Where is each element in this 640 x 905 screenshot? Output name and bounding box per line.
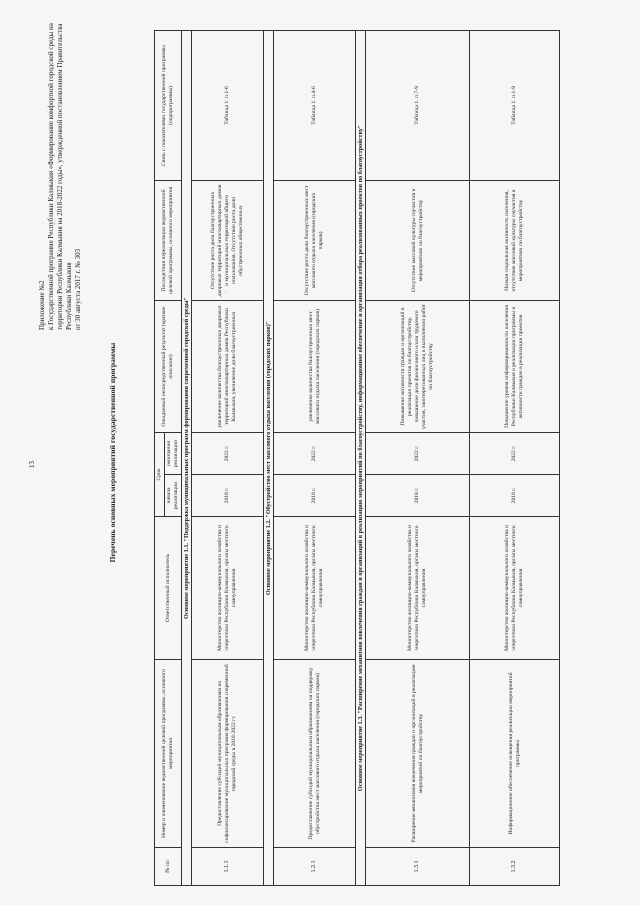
cell-executor: Министерство жилищно-коммунального хозяйства и энергетики Республики Калмыкия, органы местного самоуправления [192, 517, 264, 660]
cell-link: Таблица 1. п.1-9 [470, 30, 560, 180]
cell-result: Повышение активности граждан и организаций в реализации проектов по благоустройству, повышение доли финансового и/или трудового участия, заинтересованных лиц в выполнении работ по благоустройству [366, 300, 470, 432]
cell-num: 1.3.2 [470, 848, 560, 886]
cell-link: Таблица 1. п.7-9 [366, 30, 470, 180]
appendix-date: от 30 августа 2017 г. № 303 [74, 248, 82, 330]
table-body [182, 30, 560, 885]
cell-end: 2022 г. [274, 432, 356, 474]
header-result: Ожидаемый непосредственный результат (краткое описание) [155, 300, 182, 432]
cell-num: 1.1.1 [192, 848, 264, 886]
cell-num: 1.2.1 [274, 848, 356, 886]
cell-name: Предоставление субсидий муниципальным образованиям на софинансирование муниципальных программ формирования современной городской среды в 2018-2022 гг. [192, 660, 264, 848]
cell-end: 2022 г. [470, 432, 560, 474]
header-consequences: Последствия нереализации ведомственной целевой программы, основного мероприятия [155, 180, 182, 300]
cell-start: 2018 г. [274, 475, 356, 517]
table-row [366, 30, 470, 885]
cell-result: увеличение количества благоустроенных мест массового отдыха населения (городских парков) [274, 300, 356, 432]
document-title: Перечень основных мероприятий государственной программы [108, 342, 117, 563]
cell-link: Таблица 1. п.4-6 [274, 30, 356, 180]
cell-consequences: Отсутствие роста доли благоустроенных мест массового отдыха населения (городских парков) [274, 180, 356, 300]
cell-start: 2018 г. [366, 475, 470, 517]
cell-consequences: Отсутствие роста доли благоустроенных дворовых территорий многоквартирных домов и муниципальных территорий общего пользования, Отсутствие роста доли обустроенных общественных [192, 180, 264, 300]
table-row [192, 30, 264, 885]
appendix-heading: Приложение №2 [38, 280, 46, 330]
header-executor: Ответственный исполнитель [155, 517, 182, 660]
cell-consequences: Отсутствие массовой культуры соучастия в мероприятиях по благоустройству [366, 180, 470, 300]
cell-result: увеличение количества благоустроенных дворовых территорий многоквартирных домов Республики Калмыкия, увеличение доли благоустроенных [192, 300, 264, 432]
section-row [182, 30, 192, 885]
measures-table [154, 30, 560, 886]
cell-link: Таблица 1. п.1-6 [192, 30, 264, 180]
section-title: Основное мероприятие 1.3. "Расширение механизмов вовлечения граждан и организаций в реализацию мероприятий по благоустройству, информационное обеспечение и организация отбора реализованных проектов по благоустройству" [356, 30, 366, 885]
header-row [155, 30, 165, 885]
cell-executor: Министерство жилищно-коммунального хозяйства и энергетики Республики Калмыкия, органы местного самоуправления [274, 517, 356, 660]
header-term-end: окончания реализации [165, 432, 182, 474]
cell-executor: Министерство жилищно-коммунального хозяйства и энергетики Республики Калмыкия, органы местного самоуправления [470, 517, 560, 660]
header-term: Срок [155, 432, 165, 516]
cell-result: Повышение уровня информированности населения Республики Калмыкия о реализации программы и активности граждан в реализации проектов [470, 300, 560, 432]
header-link: Связь с показателями государственной программы (подпрограммы) [155, 30, 182, 180]
cell-name: Информационное обеспечение освещения реализации мероприятий программы [470, 660, 560, 848]
appendix-block [38, 0, 83, 330]
appendix-text: к Государственной программе Республики Калмыкия «Формирование комфортной городской среды на территории Республики Калмыкия на 2018-2022 годы», утвержденной постановлением Правительства Республики Калмыкия [47, 23, 73, 330]
table-row [274, 30, 356, 885]
section-row [264, 30, 274, 885]
page-number: 13 [28, 461, 36, 468]
section-title: Основное мероприятие 1.1. "Поддержка муниципальных программ формирования современной городской среды" [182, 30, 192, 885]
cell-executor: Министерство жилищно-коммунального хозяйства и энергетики Республики Калмыкия, органы местного самоуправления [366, 517, 470, 660]
section-title: Основное мероприятие 1.2. "Обустройство мест массового отдыха населения (городских парков)" [264, 30, 274, 885]
cell-start: 2018 г. [470, 475, 560, 517]
scan-mark: · [222, 290, 231, 293]
table-row [470, 30, 560, 885]
header-name: Номер и наименование ведомственной целевой программы, основного мероприятия [155, 660, 182, 848]
cell-consequences: Низкая социальная активность населения, отсутствие массовой культуры соучастия в мероприятиях по благоустройству [470, 180, 560, 300]
cell-num: 1.3.1 [366, 848, 470, 886]
cell-end: 2022 г. [366, 432, 470, 474]
cell-name: Расширение механизмов вовлечения граждан и организаций в реализацию мероприятий по благоустройству [366, 660, 470, 848]
header-term-start: начала реализации [165, 475, 182, 517]
section-row [356, 30, 366, 885]
cell-end: 2022 г. [192, 432, 264, 474]
header-num: № пп [155, 848, 182, 886]
cell-start: 2018 г. [192, 475, 264, 517]
cell-name: Предоставление субсидий муниципальным образованиям на поддержку обустройства мест массового отдыха населения (городских парков) [274, 660, 356, 848]
